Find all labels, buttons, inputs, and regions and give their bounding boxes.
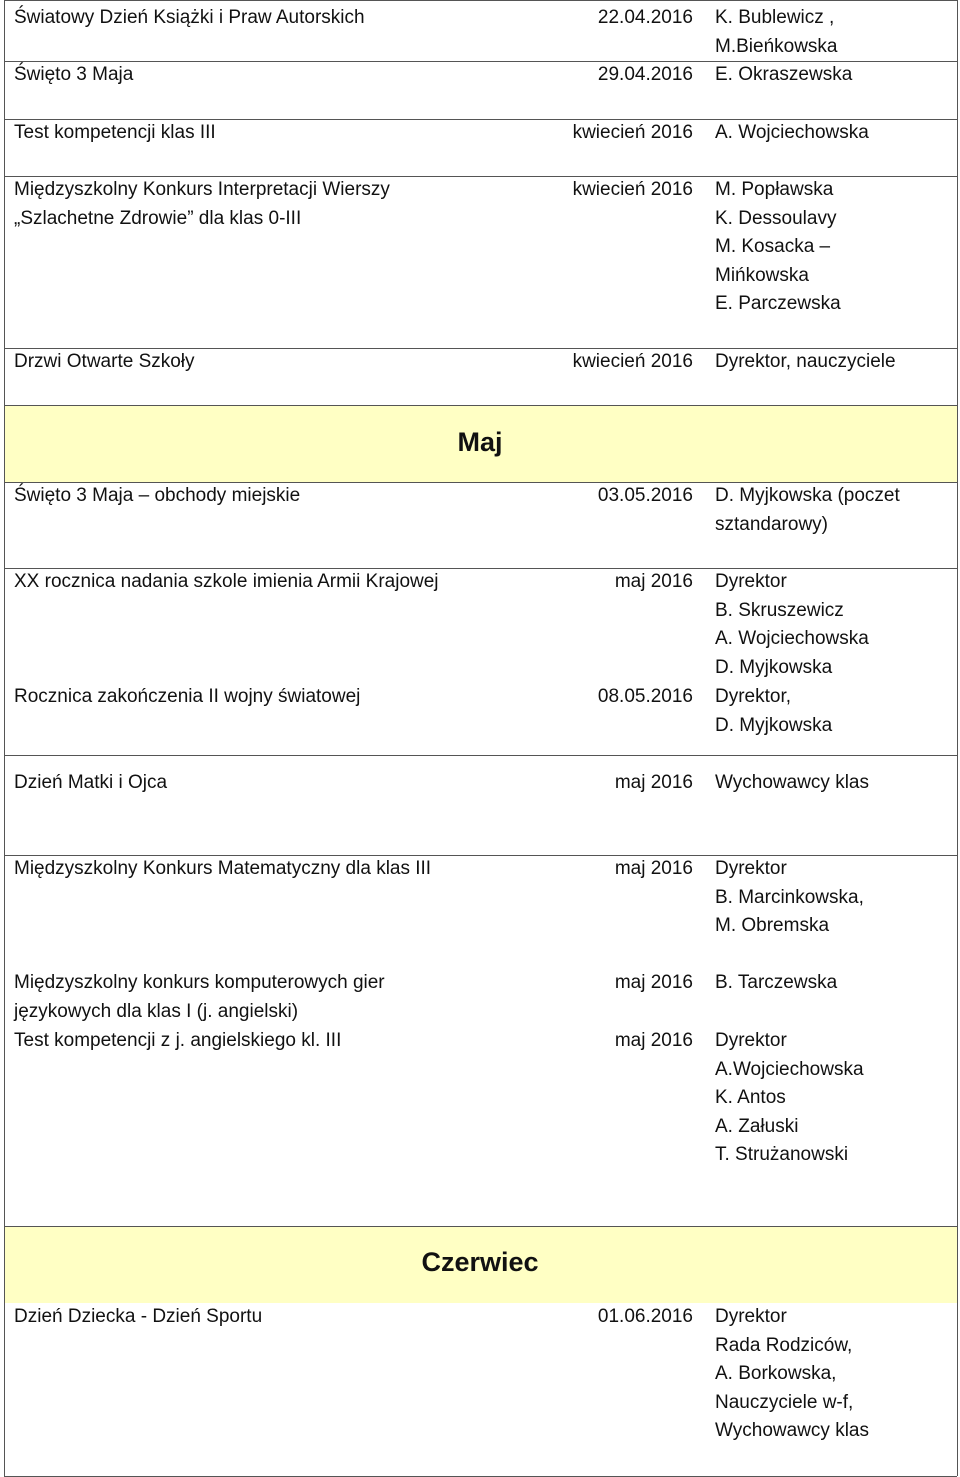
date-cell: 29.04.2016 [597,64,693,85]
responsible-person: M. Obremska [715,915,830,936]
event-name: Dzień Dziecka - Dzień Sportu [14,1306,263,1327]
responsible-person: B. Tarczewska [715,972,838,993]
responsible-person: K. Dessoulavy [715,207,837,229]
responsible-person: A.Wojciechowska [715,1058,864,1080]
responsible-person: A. Wojciechowska [715,122,869,143]
event-name: Święto 3 Maja [14,64,134,85]
event-cell [14,769,167,798]
date-cell: kwiecień 2016 [572,122,693,143]
responsible-person: Wychowawcy klas [715,772,869,793]
responsible-person: B. Marcinkowska, [715,886,864,908]
event-cell [14,4,365,33]
responsible-cell [715,1303,869,1446]
event-cell [14,1303,262,1332]
responsible-person: M. Popławska [715,179,834,200]
responsible-person: Rada Rodziców, [715,1334,853,1356]
responsible-cell [715,348,896,377]
event-name: Międzyszkolny Konkurs Interpretacji Wierszy [14,179,390,200]
event-name: Dzień Matki i Ojca [14,772,168,793]
table-border [957,0,958,1476]
event-cell [14,348,195,377]
event-cell [14,969,385,1026]
responsible-cell [715,176,841,319]
event-cell [14,683,360,712]
event-name: „Szlachetne Zdrowie” dla klas 0-III [14,207,302,229]
event-cell [14,568,439,597]
event-cell [14,61,133,90]
date-cell: 01.06.2016 [597,1306,693,1327]
responsible-person: K. Antos [715,1087,786,1108]
responsible-person: K. Bublewicz , [715,7,835,28]
responsible-person: T. Strużanowski [715,1144,849,1165]
responsible-cell [715,683,832,740]
table-rule [4,1226,957,1227]
table-rule [4,405,957,406]
event-name: Rocznica zakończenia II wojny światowej [14,686,361,707]
month-heading: Maj [457,427,503,457]
responsible-person: Dyrektor [715,1306,787,1327]
event-cell [14,1027,341,1056]
responsible-person: A. Załuski [715,1115,799,1137]
responsible-person: M.Bieńkowska [715,35,838,57]
responsible-cell [715,4,838,61]
responsible-person: D. Myjkowska [715,714,833,736]
responsible-person: E. Okraszewska [715,64,853,85]
date-cell: maj 2016 [614,858,693,879]
responsible-cell [715,568,869,682]
date-cell: maj 2016 [614,1030,693,1051]
date-cell: 08.05.2016 [597,686,693,707]
responsible-cell [715,769,869,798]
event-name: Światowy Dzień Książki i Praw Autorskich [14,7,365,28]
event-name: Międzyszkolny Konkurs Matematyczny dla klas III [14,858,432,879]
table-rule [4,755,957,756]
date-cell: 03.05.2016 [597,485,693,506]
responsible-person: A. Wojciechowska [715,628,869,649]
responsible-person: M. Kosacka – [715,236,831,257]
event-cell [14,176,390,233]
responsible-person: B. Skruszewicz [715,599,844,621]
table-rule [4,0,957,1]
responsible-person: Wychowawcy klas [715,1420,869,1441]
month-heading: Czerwiec [421,1247,539,1277]
responsible-person: sztandarowy) [715,513,828,535]
responsible-cell [715,1027,864,1170]
responsible-person: D. Myjkowska [715,656,833,678]
responsible-person: Dyrektor, nauczyciele [715,351,896,372]
date-cell: maj 2016 [614,772,693,793]
event-name: Drzwi Otwarte Szkoły [14,351,195,372]
date-cell: maj 2016 [614,972,693,993]
event-name: Test kompetencji klas III [14,122,216,143]
event-cell [14,855,431,884]
responsible-person: D. Myjkowska (poczet [715,485,900,506]
table-border [4,0,5,1476]
responsible-person: Nauczyciele w-f, [715,1391,854,1413]
responsible-person: Dyrektor, [715,686,792,707]
date-cell: maj 2016 [614,571,693,592]
event-name: językowych dla klas I (j. angielski) [14,1000,299,1022]
responsible-cell [715,61,852,90]
responsible-cell [715,855,864,941]
responsible-person: Dyrektor [715,858,787,879]
responsible-person: Dyrektor [715,571,787,592]
date-cell: 22.04.2016 [597,7,693,28]
responsible-cell [715,482,900,539]
responsible-person: E. Parczewska [715,293,841,314]
responsible-person: Mińkowska [715,264,809,286]
event-name: Międzyszkolny konkurs komputerowych gier [14,972,385,993]
responsible-person: A. Borkowska, [715,1363,837,1384]
responsible-cell [715,119,869,148]
responsible-cell [715,969,837,998]
event-cell [14,119,216,148]
responsible-person: Dyrektor [715,1030,787,1051]
event-name: XX rocznica nadania szkole imienia Armii Krajowej [14,571,439,592]
date-cell: kwiecień 2016 [572,351,693,372]
event-name: Test kompetencji z j. angielskiego kl. III [14,1030,342,1051]
event-name: Święto 3 Maja – obchody miejskie [14,485,301,506]
date-cell: kwiecień 2016 [572,179,693,200]
event-cell [14,482,300,511]
